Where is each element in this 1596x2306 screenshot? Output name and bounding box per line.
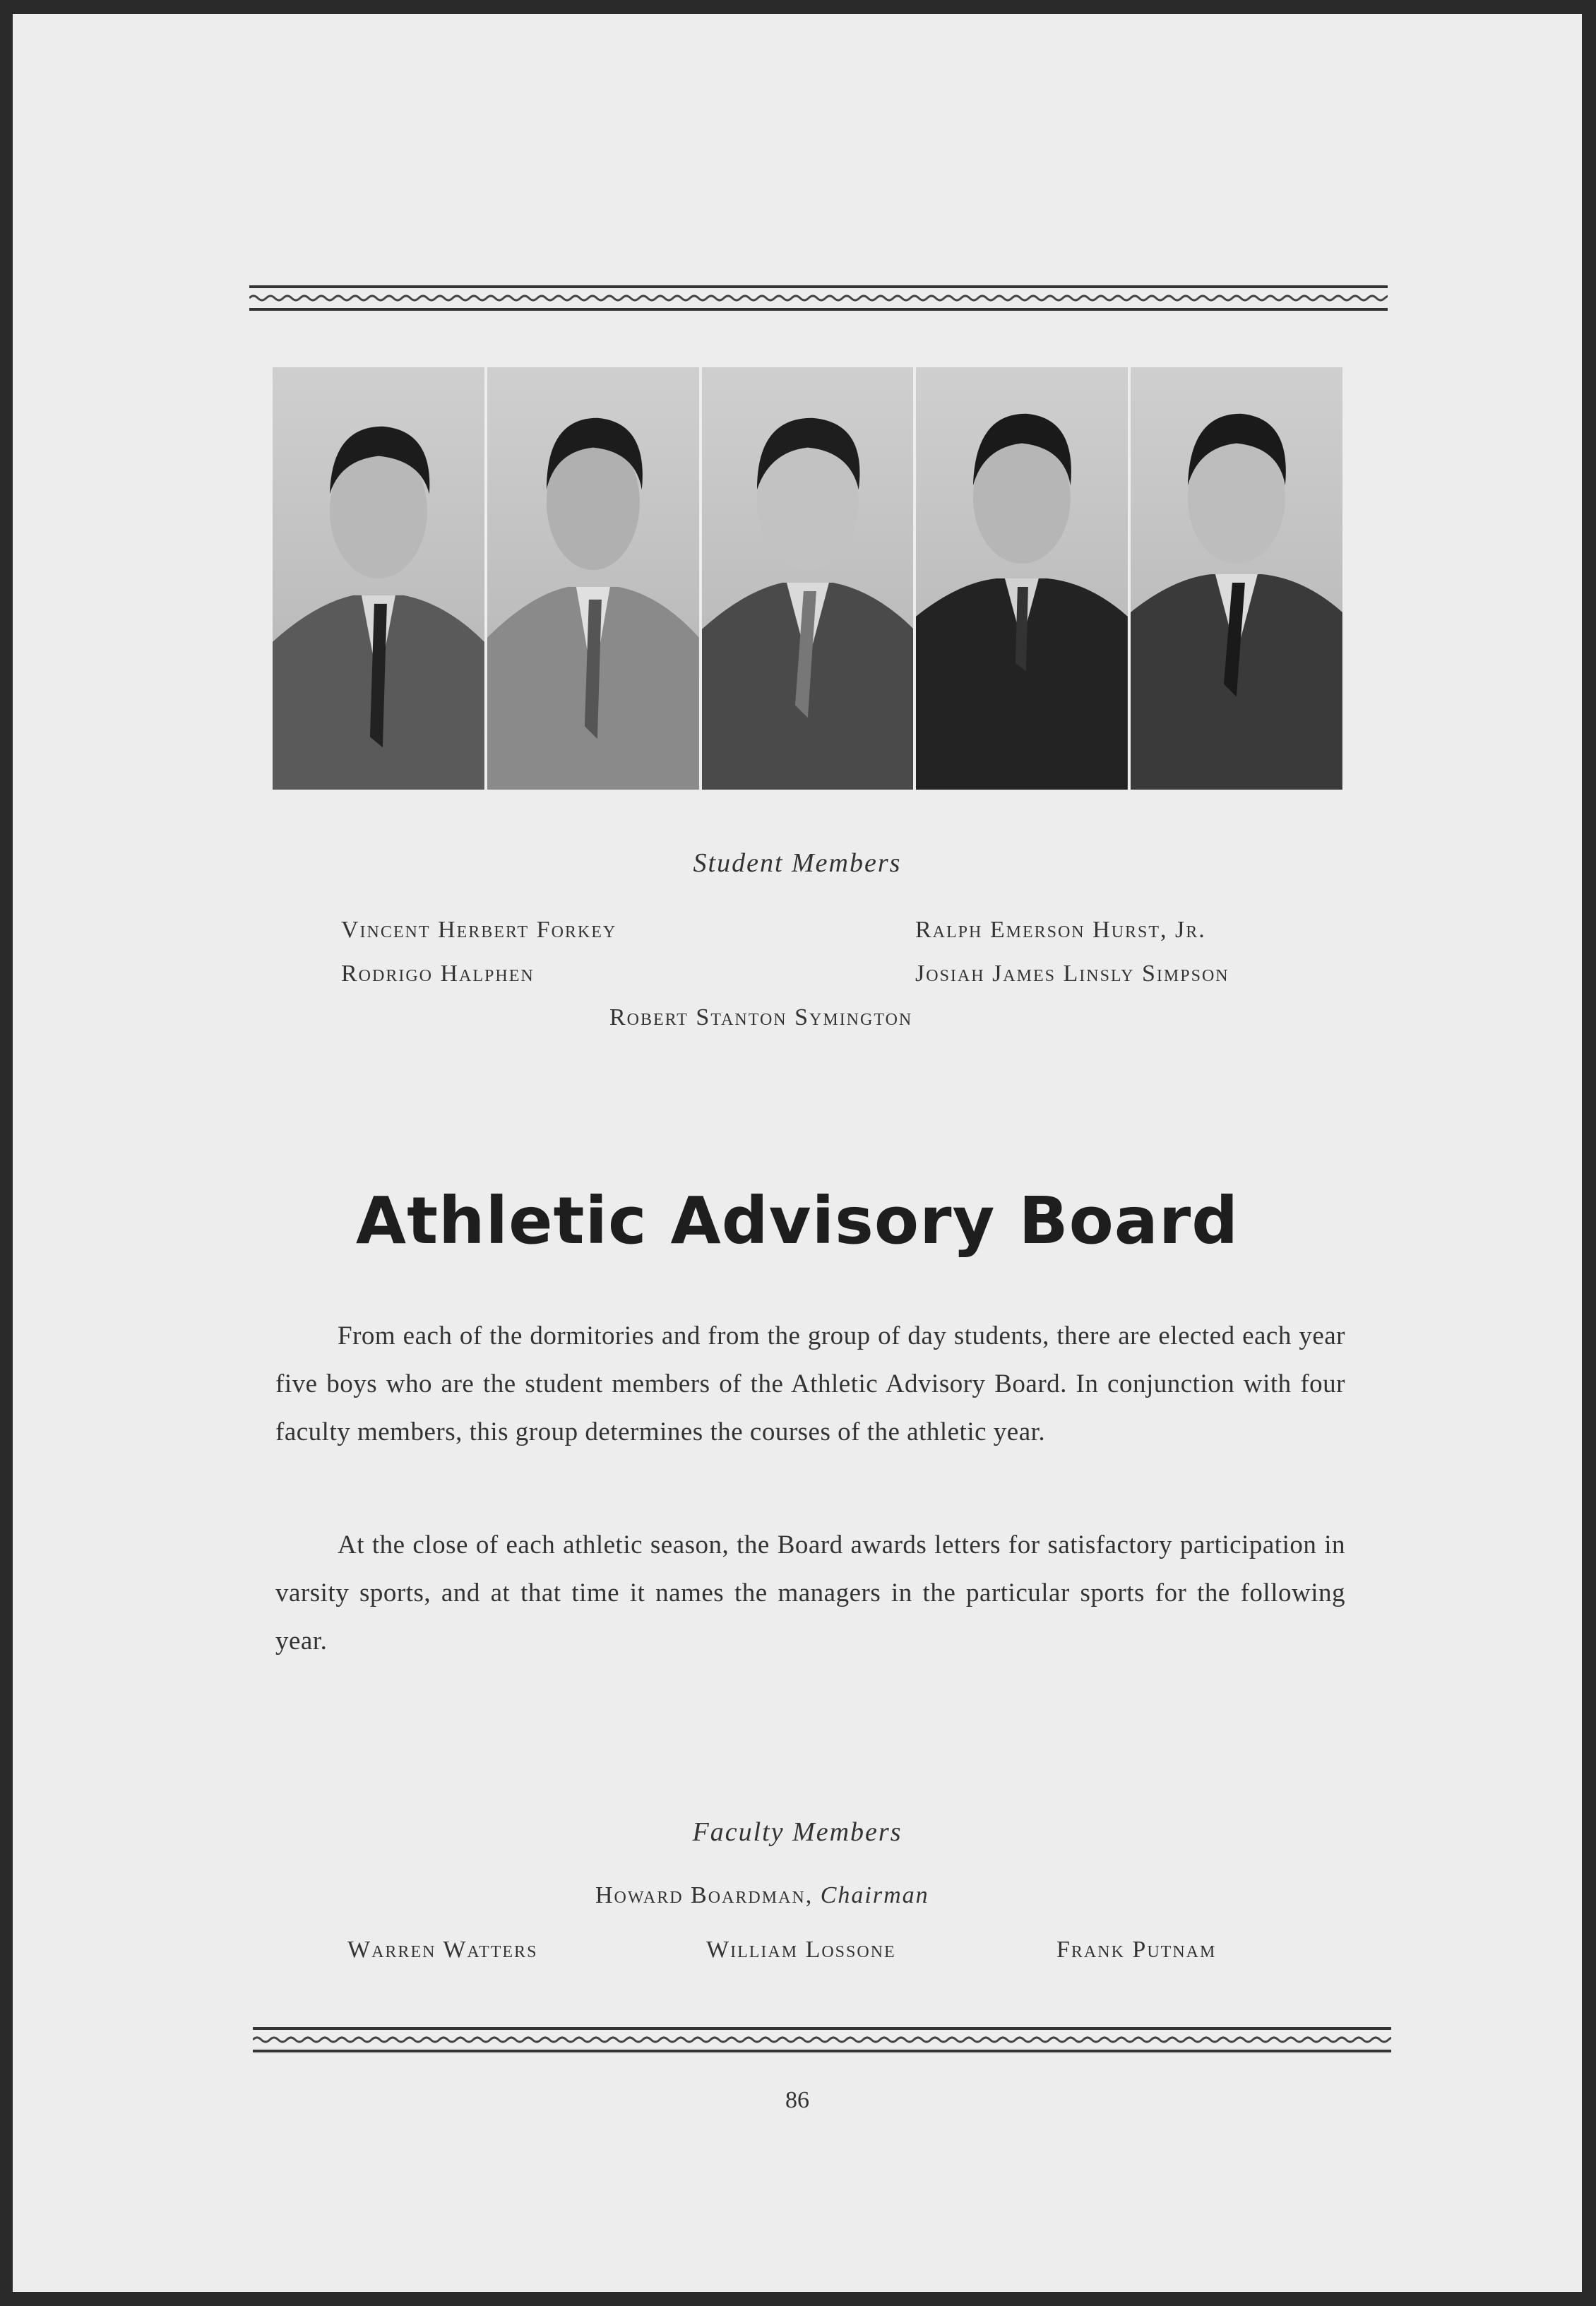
chairman-role: Chairman [820, 1882, 929, 1908]
student-portrait [702, 367, 914, 790]
student-name: Josiah James Linsly Simpson [915, 961, 1229, 987]
student-name: Ralph Emerson Hurst, Jr. [915, 917, 1206, 943]
faculty-members-caption: Faculty Members [692, 1817, 903, 1847]
student-name: Robert Stanton Symington [609, 1004, 913, 1030]
student-portrait [273, 367, 484, 790]
chairman-name: Howard Boardman, [595, 1882, 814, 1908]
faculty-name: William Lossone [706, 1937, 896, 1963]
student-photo-strip [273, 367, 1342, 790]
student-name: Vincent Herbert Forkey [341, 917, 617, 943]
student-portrait [916, 367, 1128, 790]
student-portrait [487, 367, 699, 790]
yearbook-page [13, 14, 1582, 2292]
student-members-caption: Student Members [693, 848, 902, 878]
faculty-name: Frank Putnam [1056, 1937, 1217, 1963]
bottom-decorative-rule [253, 2026, 1391, 2054]
body-paragraph: From each of the dormitories and from the group of day students, there are elected each year five boys who are the student members of the Athletic Advisory Board. In conjunction with four faculty members, this group determines the courses of the athletic year. [275, 1321, 1345, 1446]
faculty-chairman [595, 1882, 929, 1909]
page-number: 86 [785, 2087, 809, 2113]
page-title: Athletic Advisory Board [355, 1183, 1239, 1259]
top-decorative-rule [249, 284, 1388, 312]
student-name: Rodrigo Halphen [341, 961, 535, 987]
body-paragraph: At the close of each athletic season, the Board awards letters for satisfactory participation in varsity sports, and at that time it names the managers in the particular sports for the following year. [275, 1531, 1345, 1656]
student-portrait [1131, 367, 1342, 790]
faculty-name: Warren Watters [347, 1937, 538, 1963]
